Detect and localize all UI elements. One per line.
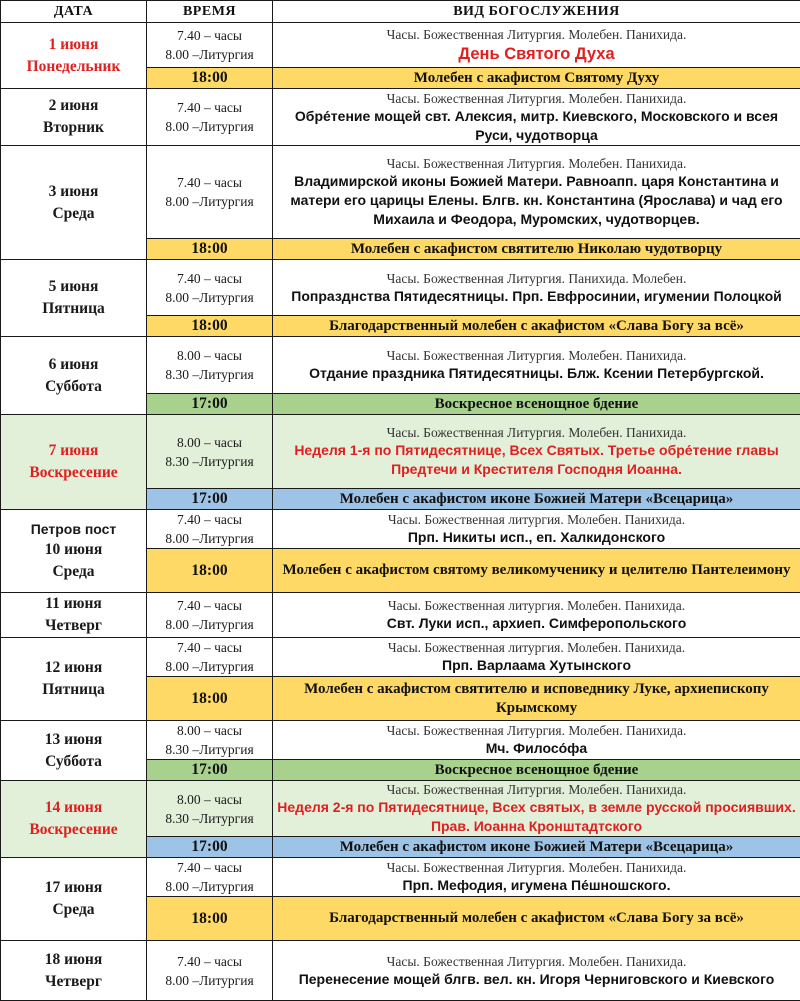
evening-service: Воскресное всенощное бдение [273, 760, 800, 781]
date-day: 6 июня [49, 356, 99, 373]
date-weekday: Пятница [42, 300, 105, 317]
service-standard: Часы. Божественная Литургия. Молебен. Панихида. [275, 859, 798, 876]
time-liturgy: 8.30 –Литургия [165, 367, 253, 382]
date-cell [1, 593, 147, 638]
date-cell [1, 941, 147, 1001]
service-standard: Часы. Божественная Литургия. Молебен. Панихида. [275, 90, 798, 107]
time-cell [147, 638, 273, 677]
date-day: 1 июня [49, 36, 99, 53]
evening-time: 18:00 [147, 549, 273, 593]
header-row [1, 1, 800, 23]
date-cell [1, 89, 147, 146]
evening-time: 17:00 [147, 394, 273, 415]
date-day: 11 июня [45, 595, 102, 612]
time-hours: 7.40 – часы [177, 860, 242, 875]
table-row [1, 337, 800, 394]
date-cell [1, 858, 147, 941]
time-hours: 7.40 – часы [177, 598, 242, 613]
time-liturgy: 8.30 –Литургия [165, 811, 253, 826]
table-row [1, 146, 800, 239]
time-hours: 7.40 – часы [177, 271, 242, 286]
feast-name: Неделя 2-я по Пятидесятнице, Всех святых, в земле русской просиявших. Прав. Иоанна Кронштадтского [275, 798, 798, 836]
date-weekday: Среда [52, 563, 94, 580]
service-cell [273, 781, 800, 837]
date-day: 17 июня [45, 879, 102, 896]
date-day: 13 июня [45, 731, 102, 748]
evening-time: 17:00 [147, 760, 273, 781]
date-day: 2 июня [49, 97, 99, 114]
date-weekday: Пятница [42, 681, 105, 698]
feast-name: Отдание праздника Пятидесятницы. Блж. Ксении Петербургской. [275, 364, 798, 383]
table-row [1, 415, 800, 489]
date-weekday: Воскресение [29, 821, 117, 838]
table-row [1, 781, 800, 837]
time-liturgy: 8.00 –Литургия [165, 879, 253, 894]
date-day: 18 июня [45, 951, 102, 968]
table-row [1, 858, 800, 897]
evening-service: Воскресное всенощное бдение [273, 394, 800, 415]
feast-name: День Святого Духа [275, 43, 798, 65]
date-cell [1, 23, 147, 89]
table-row [1, 721, 800, 760]
service-cell [273, 638, 800, 677]
service-standard: Часы. Божественная литургия. Молебен. Панихида. [275, 511, 798, 528]
date-weekday: Суббота [45, 753, 102, 770]
service-standard: Часы. Божественная литургия. Молебен. Панихида. [275, 597, 798, 614]
time-cell [147, 260, 273, 316]
service-standard: Часы. Божественная Литургия. Панихида. Молебен. [275, 270, 798, 287]
feast-name: Неделя 1-я по Пятидесятнице, Всех Святых. Третье обре́тение главы Предтечи и Крестителя Господня Иоанна. [275, 441, 798, 479]
time-liturgy: 8.30 –Литургия [165, 742, 253, 757]
time-hours: 7.40 – часы [177, 954, 242, 969]
evening-service: Молебен с акафистом святителю Николаю чудотворцу [273, 239, 800, 260]
evening-time: 17:00 [147, 837, 273, 858]
date-cell [1, 510, 147, 593]
date-day: 7 июня [49, 442, 99, 459]
service-standard: Часы. Божественная Литургия. Молебен. Панихида. [275, 953, 798, 970]
date-day: 14 июня [45, 799, 102, 816]
time-hours: 7.40 – часы [177, 512, 242, 527]
time-cell [147, 721, 273, 760]
table-row [1, 510, 800, 549]
evening-service: Молебен с акафистом Святому Духу [273, 68, 800, 89]
service-cell [273, 941, 800, 1001]
service-standard: Часы. Божественная литургия. Молебен. Панихида. [275, 639, 798, 656]
time-liturgy: 8.00 –Литургия [165, 531, 253, 546]
service-standard: Часы. Божественная Литургия. Молебен. Панихида. [275, 424, 798, 441]
date-weekday: Среда [52, 205, 94, 222]
date-weekday: Суббота [45, 378, 102, 395]
time-hours: 7.40 – часы [177, 28, 242, 43]
time-hours: 7.40 – часы [177, 100, 242, 115]
evening-service: Молебен с акафистом святителю и исповеднику Луке, архиепископу Крымскому [273, 677, 800, 721]
service-cell [273, 721, 800, 760]
feast-name: Мч. Филосо́фа [275, 739, 798, 758]
date-day: 3 июня [49, 183, 99, 200]
evening-time: 17:00 [147, 489, 273, 510]
time-cell [147, 146, 273, 239]
time-liturgy: 8.00 –Литургия [165, 47, 253, 62]
table-row [1, 89, 800, 146]
feast-name: Обре́тение мощей свт. Алексия, митр. Киевского, Московского и всея Руси, чудотворца [275, 107, 798, 145]
date-weekday: Вторник [43, 119, 104, 136]
service-cell [273, 858, 800, 897]
header-date: ДАТА [1, 1, 147, 23]
time-cell [147, 858, 273, 897]
time-liturgy: 8.00 –Литургия [165, 194, 253, 209]
date-cell [1, 146, 147, 260]
service-cell [273, 415, 800, 489]
time-hours: 8.00 – часы [177, 792, 242, 807]
time-cell [147, 89, 273, 146]
service-standard: Часы. Божественная Литургия. Молебен. Панихида. [275, 155, 798, 172]
evening-service: Благодарственный молебен с акафистом «Слава Богу за всё» [273, 897, 800, 941]
time-liturgy: 8.00 –Литургия [165, 659, 253, 674]
time-liturgy: 8.00 –Литургия [165, 119, 253, 134]
date-cell [1, 638, 147, 721]
service-standard: Часы. Божественная Литургия. Молебен. Панихида. [275, 781, 798, 798]
time-liturgy: 8.00 –Литургия [165, 973, 253, 988]
table-row [1, 941, 800, 1001]
date-weekday: Среда [52, 901, 94, 918]
date-cell [1, 337, 147, 415]
header-service: ВИД БОГОСЛУЖЕНИЯ [273, 1, 800, 23]
time-cell [147, 781, 273, 837]
evening-time: 18:00 [147, 68, 273, 89]
header-time: ВРЕМЯ [147, 1, 273, 23]
service-cell [273, 337, 800, 394]
service-standard: Часы. Божественная Литургия. Молебен. Панихида. [275, 722, 798, 739]
date-day: 10 июня [45, 541, 102, 558]
time-cell [147, 415, 273, 489]
date-weekday: Четверг [45, 973, 102, 990]
feast-name: Свт. Луки исп., архиеп. Симферопольского [275, 614, 798, 633]
time-cell [147, 23, 273, 68]
date-weekday: Воскресение [29, 464, 117, 481]
fast-label: Петров пост [3, 519, 144, 539]
feast-name: Прп. Мефодия, игумена Пе́шношского. [275, 876, 798, 895]
time-liturgy: 8.30 –Литургия [165, 454, 253, 469]
date-weekday: Четверг [45, 617, 102, 634]
date-cell [1, 781, 147, 858]
time-cell [147, 593, 273, 638]
service-cell [273, 510, 800, 549]
time-cell [147, 510, 273, 549]
evening-time: 18:00 [147, 677, 273, 721]
service-cell [273, 593, 800, 638]
evening-service: Благодарственный молебен с акафистом «Слава Богу за всё» [273, 316, 800, 337]
time-hours: 8.00 – часы [177, 723, 242, 738]
date-day: 12 июня [45, 659, 102, 676]
evening-service: Молебен с акафистом иконе Божией Матери «Всецарица» [273, 837, 800, 858]
table-row [1, 638, 800, 677]
time-hours: 8.00 – часы [177, 435, 242, 450]
time-cell [147, 941, 273, 1001]
service-standard: Часы. Божественная Литургия. Молебен. Панихида. [275, 347, 798, 364]
service-cell [273, 146, 800, 239]
date-cell [1, 415, 147, 510]
evening-service: Молебен с акафистом святому великомученику и целителю Пантелеимону [273, 549, 800, 593]
feast-name: Перенесение мощей блгв. вел. кн. Игоря Черниговского и Киевского [275, 970, 798, 989]
table-row [1, 593, 800, 638]
table-row [1, 260, 800, 316]
service-cell [273, 260, 800, 316]
date-cell [1, 721, 147, 781]
feast-name: Прп. Варлаама Хутынского [275, 656, 798, 675]
time-liturgy: 8.00 –Литургия [165, 290, 253, 305]
evening-time: 18:00 [147, 316, 273, 337]
service-cell [273, 89, 800, 146]
time-hours: 7.40 – часы [177, 640, 242, 655]
date-cell [1, 260, 147, 337]
evening-service: Молебен с акафистом иконе Божией Матери «Всецарица» [273, 489, 800, 510]
evening-time: 18:00 [147, 897, 273, 941]
time-hours: 8.00 – часы [177, 348, 242, 363]
date-weekday: Понедельник [27, 58, 121, 75]
table-row [1, 23, 800, 68]
time-hours: 7.40 – часы [177, 175, 242, 190]
feast-name: Прп. Никиты исп., еп. Халкидонского [275, 528, 798, 547]
date-day: 5 июня [49, 278, 99, 295]
feast-name: Владимирской иконы Божией Матери. Равноапп. царя Константина и матери его царицы Елены. Блгв. кн. Константина (Ярослава) и чад его Михаила и Феодора, Муромских, чудотворцев. [275, 172, 798, 229]
service-standard: Часы. Божественная Литургия. Молебен. Панихида. [275, 26, 798, 43]
service-cell [273, 23, 800, 68]
time-liturgy: 8.00 –Литургия [165, 617, 253, 632]
evening-time: 18:00 [147, 239, 273, 260]
feast-name: Попразднства Пятидесятницы. Прп. Евфросинии, игумении Полоцкой [275, 287, 798, 306]
time-cell [147, 337, 273, 394]
